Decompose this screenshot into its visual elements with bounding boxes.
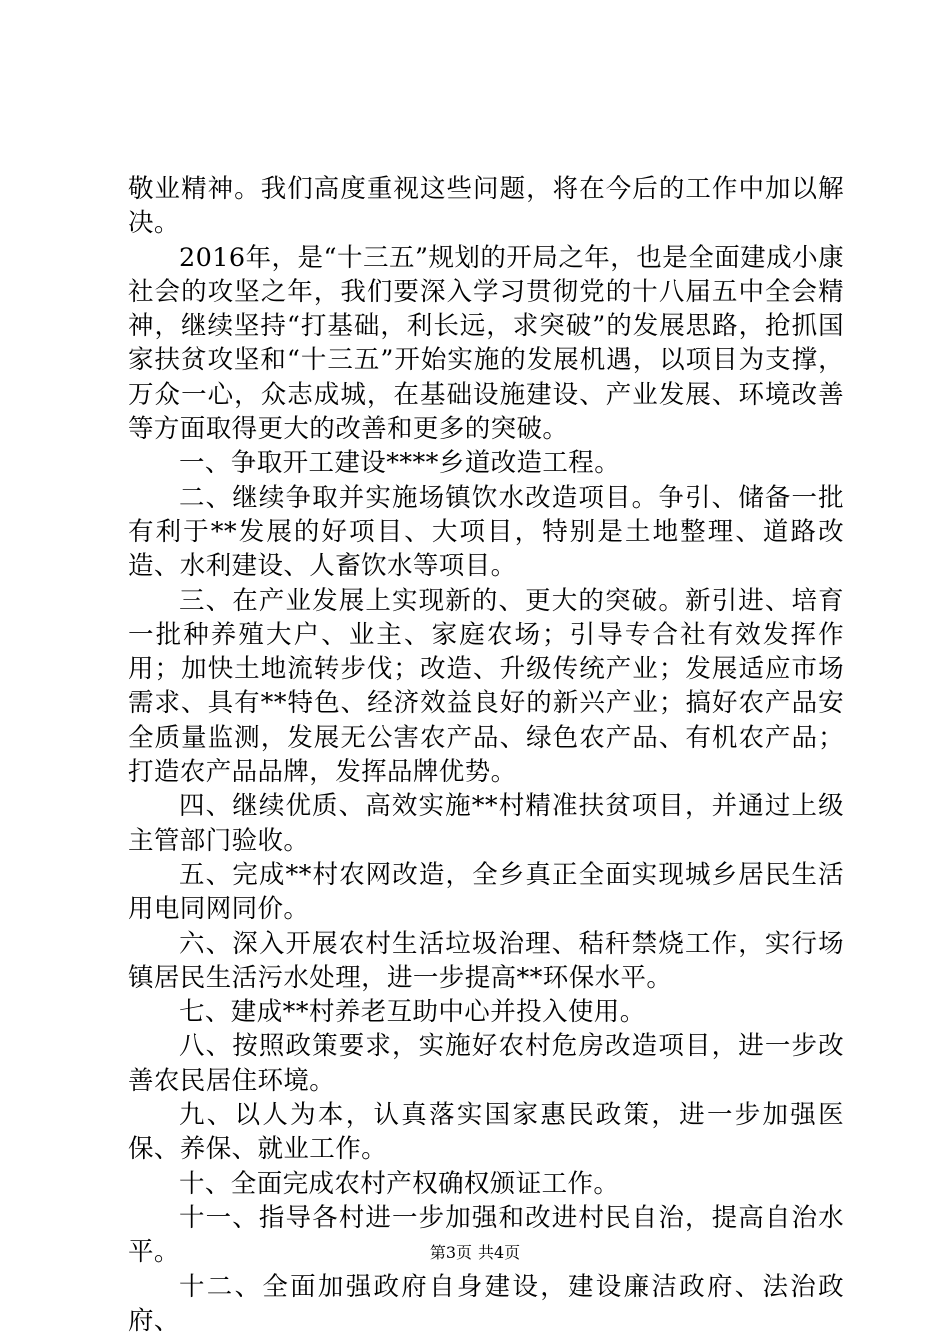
- paragraph: 五、完成**村农网改造，全乡真正全面实现城乡居民生活用电同网同价。: [128, 859, 844, 925]
- paragraph: 六、深入开展农村生活垃圾治理、秸秆禁烧工作，实行场镇居民生活污水处理，进一步提高**环保水平。: [128, 928, 844, 993]
- paragraph: 2016年，是“十三五”规划的开局之年，也是全面建成小康社会的攻坚之年，我们要深入学习贯彻党的十八届五中全会精神，继续坚持“打基础，利长远，求突破”的发展思路，抢抓国家扶贫攻坚和“十三五”开始实施的发展机遇，以项目为支撑，万众一心，众志成城，在基础设施建设、产业发展、环境改善等方面取得更大的改善和更多的突破。: [128, 242, 844, 445]
- paragraph: 七、建成**村养老互助中心并投入使用。: [179, 997, 646, 1028]
- paragraph: 四、继续优质、高效实施**村精准扶贫项目，并通过上级主管部门验收。: [128, 791, 844, 856]
- paragraph: 十一、指导各村进一步加强和改进村民自治，提高自治水平。: [128, 1202, 844, 1268]
- paragraph: 一、争取开工建设****乡道改造工程。: [179, 448, 621, 479]
- paragraph: 十、全面完成农村产权确权颁证工作。: [179, 1168, 620, 1199]
- page-number-total: 共4页: [478, 1243, 521, 1262]
- paragraph: 二、继续争取并实施场镇饮水改造项目。争引、储备一批有利于**发展的好项目、大项目，特别是土地整理、道路改造、水利建设、人畜饮水等项目。: [128, 482, 844, 582]
- document-body: [128, 172, 844, 1338]
- paragraph: 三、在产业发展上实现新的、更大的突破。新引进、培育一批种养殖大户、业主、家庭农场；引导专合社有效发挥作用；加快土地流转步伐；改造、升级传统产业；发展适应市场需求、具有**特色、经济效益良好的新兴产业；搞好农产品安全质量监测，发展无公害农产品、绿色农产品、有机农产品；打造农产品品牌，发挥品牌优势。: [128, 585, 844, 788]
- paragraph: 十二、全面加强政府自身建设，建设廉洁政府、法治政府、: [128, 1271, 844, 1336]
- paragraph: 九、以人为本，认真落实国家惠民政策，进一步加强医保、养保、就业工作。: [128, 1100, 844, 1165]
- page-number-current: 第3页: [429, 1243, 472, 1262]
- paragraph: 八、按照政策要求，实施好农村危房改造项目，进一步改善农民居住环境。: [128, 1031, 844, 1096]
- page-footer: [0, 1243, 950, 1263]
- paragraph: 敬业精神。我们高度重视这些问题，将在今后的工作中加以解决。: [128, 174, 844, 239]
